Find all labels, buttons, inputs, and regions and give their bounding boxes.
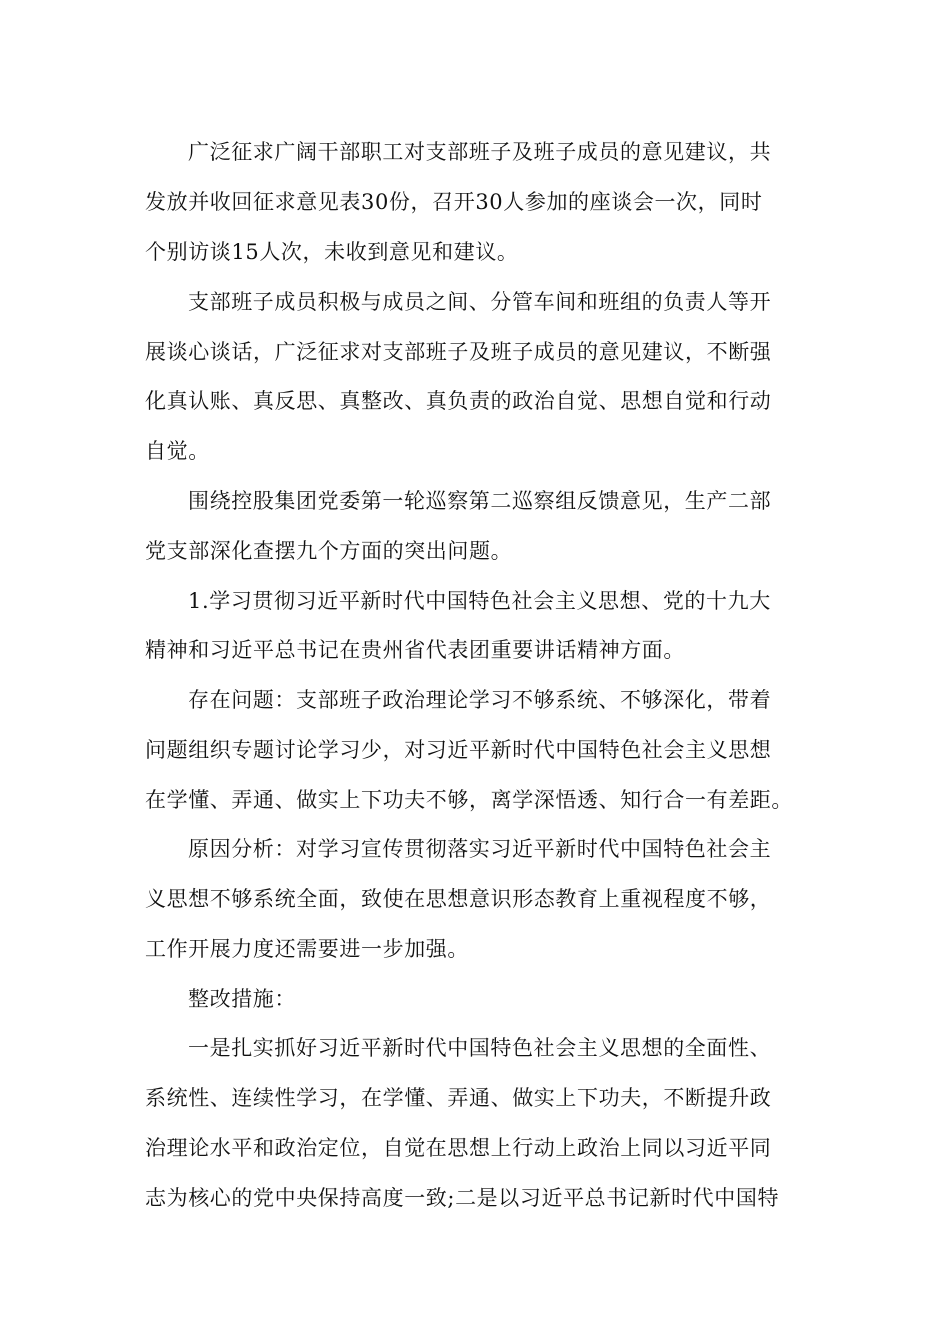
text-line: 治理论水平和政治定位，自觉在思想上行动上政治上同以习近平同 xyxy=(145,1136,772,1160)
text-line: 党支部深化查摆九个方面的突出问题。 xyxy=(145,539,513,563)
text-line: 展谈心谈话，广泛征求对支部班子及班子成员的意见建议，不断强 xyxy=(145,340,772,364)
text-line: 广泛征求广阔干部职工对支部班子及班子成员的意见建议，共 xyxy=(188,140,772,164)
text-line: 一是扎实抓好习近平新时代中国特色社会主义思想的全面性、 xyxy=(188,1036,772,1060)
text-line: 工作开展力度还需要进一步加强。 xyxy=(145,937,469,961)
text-line: 自觉。 xyxy=(145,439,210,463)
text-line: 问题组织专题讨论学习少，对习近平新时代中国特色社会主义思想 xyxy=(145,738,772,762)
text-line: 个别访谈15人次，未收到意见和建议。 xyxy=(145,240,519,264)
text-line: 精神和习近平总书记在贵州省代表团重要讲话精神方面。 xyxy=(145,638,685,662)
text-line: 在学懂、弄通、做实上下功夫不够，离学深悟透、知行合一有差距。 xyxy=(145,788,793,812)
text-line: 原因分析：对学习宣传贯彻落实习近平新时代中国特色社会主 xyxy=(188,837,772,861)
text-line: 发放并收回征求意见表30份，召开30人参加的座谈会一次，同时 xyxy=(145,190,763,214)
text-line: 支部班子成员积极与成员之间、分管车间和班组的负责人等开 xyxy=(188,290,772,314)
text-line: 义思想不够系统全面，致使在思想意识形态教育上重视程度不够， xyxy=(145,887,772,911)
text-line: 存在问题：支部班子政治理论学习不够系统、不够深化，带着 xyxy=(188,688,772,712)
text-line: 志为核心的党中央保持高度一致;二是以习近平总书记新时代中国特 xyxy=(145,1186,780,1210)
text-line: 化真认账、真反思、真整改、真负责的政治自觉、思想自觉和行动 xyxy=(145,389,772,413)
text-line: 1.学习贯彻习近平新时代中国特色社会主义思想、党的十九大 xyxy=(188,589,771,613)
text-line: 系统性、连续性学习，在学懂、弄通、做实上下功夫，不断提升政 xyxy=(145,1086,772,1110)
text-line: 整改措施： xyxy=(188,987,296,1011)
text-line: 围绕控股集团党委第一轮巡察第二巡察组反馈意见，生产二部 xyxy=(188,489,772,513)
